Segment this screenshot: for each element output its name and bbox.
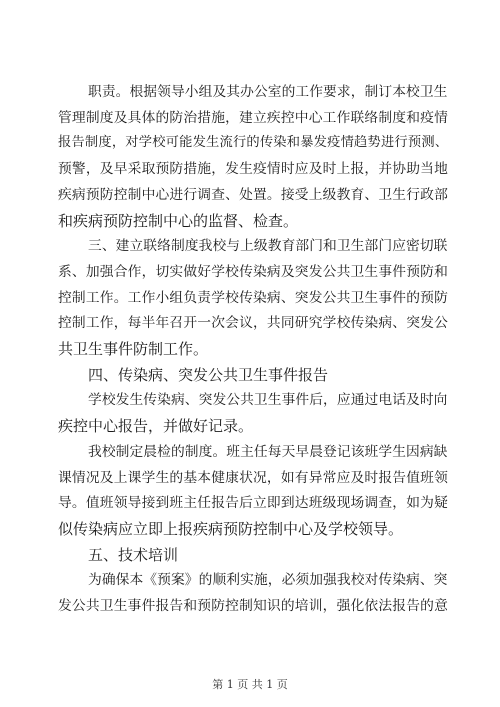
section-heading: 四、传染病、突发公共卫生事件报告	[88, 366, 329, 384]
text-line: 共卫生事件防制工作。	[58, 340, 209, 358]
text-line: 学校发生传染病、突发公共卫生事件后，应通过电话及时向	[88, 392, 448, 408]
text-line: 发公共卫生事件报告和预防控制知识的培训，强化依法报告的意	[58, 598, 449, 614]
section-heading: 五、技术培训	[88, 546, 179, 564]
page-footer: 第 1 页 共 1 页	[212, 678, 288, 691]
text-line: 我校制定晨检的制度。班主任每天早晨登记该班学生因病缺	[88, 444, 448, 460]
text-line: 为确保本《预案》的顺利实施，必须加强我校对传染病、突	[88, 572, 448, 588]
text-line: 课情况及上课学生的基本健康状况，如有异常应及时报告值班领	[58, 470, 449, 486]
text-line: 管理制度及具体的防治措施，建立疾控中心工作联络制度和疫情	[58, 110, 449, 126]
text-line: 控制工作，每半年召开一次会议，共同研究学校传染病、突发公	[58, 315, 449, 331]
text-line: 职责。根据领导小组及其办公室的工作要求，制订本校卫生	[88, 84, 448, 100]
text-line: 三、建立联络制度我校与上级教育部门和卫生部门应密切联	[88, 238, 448, 254]
text-line: 控制工作。工作小组负责学校传染病、突发公共卫生事件的预防	[58, 290, 449, 306]
text-line: 系、加强合作，切实做好学校传染病及突发公共卫生事件预防和	[58, 264, 449, 280]
text-line: 似传染病应立即上报疾病预防控制中心及学校领导。	[58, 520, 404, 538]
text-line: 疾控中心报告，并做好记录。	[58, 417, 254, 435]
text-line: 导。值班领导接到班主任报告后立即到达班级现场调查，如为疑	[58, 495, 449, 511]
text-line: 报告制度，对学校可能发生流行的传染和暴发疫情趋势进行预测、	[58, 135, 449, 150]
text-line: 和疾病预防控制中心的监督、检查。	[58, 212, 299, 230]
text-line: 预警，及早采取预防措施，发生疫情时应及时上报，并协助当地	[58, 161, 449, 177]
text-line: 疾病预防控制中心进行调查、处置。接受上级教育、卫生行政部	[58, 187, 449, 203]
